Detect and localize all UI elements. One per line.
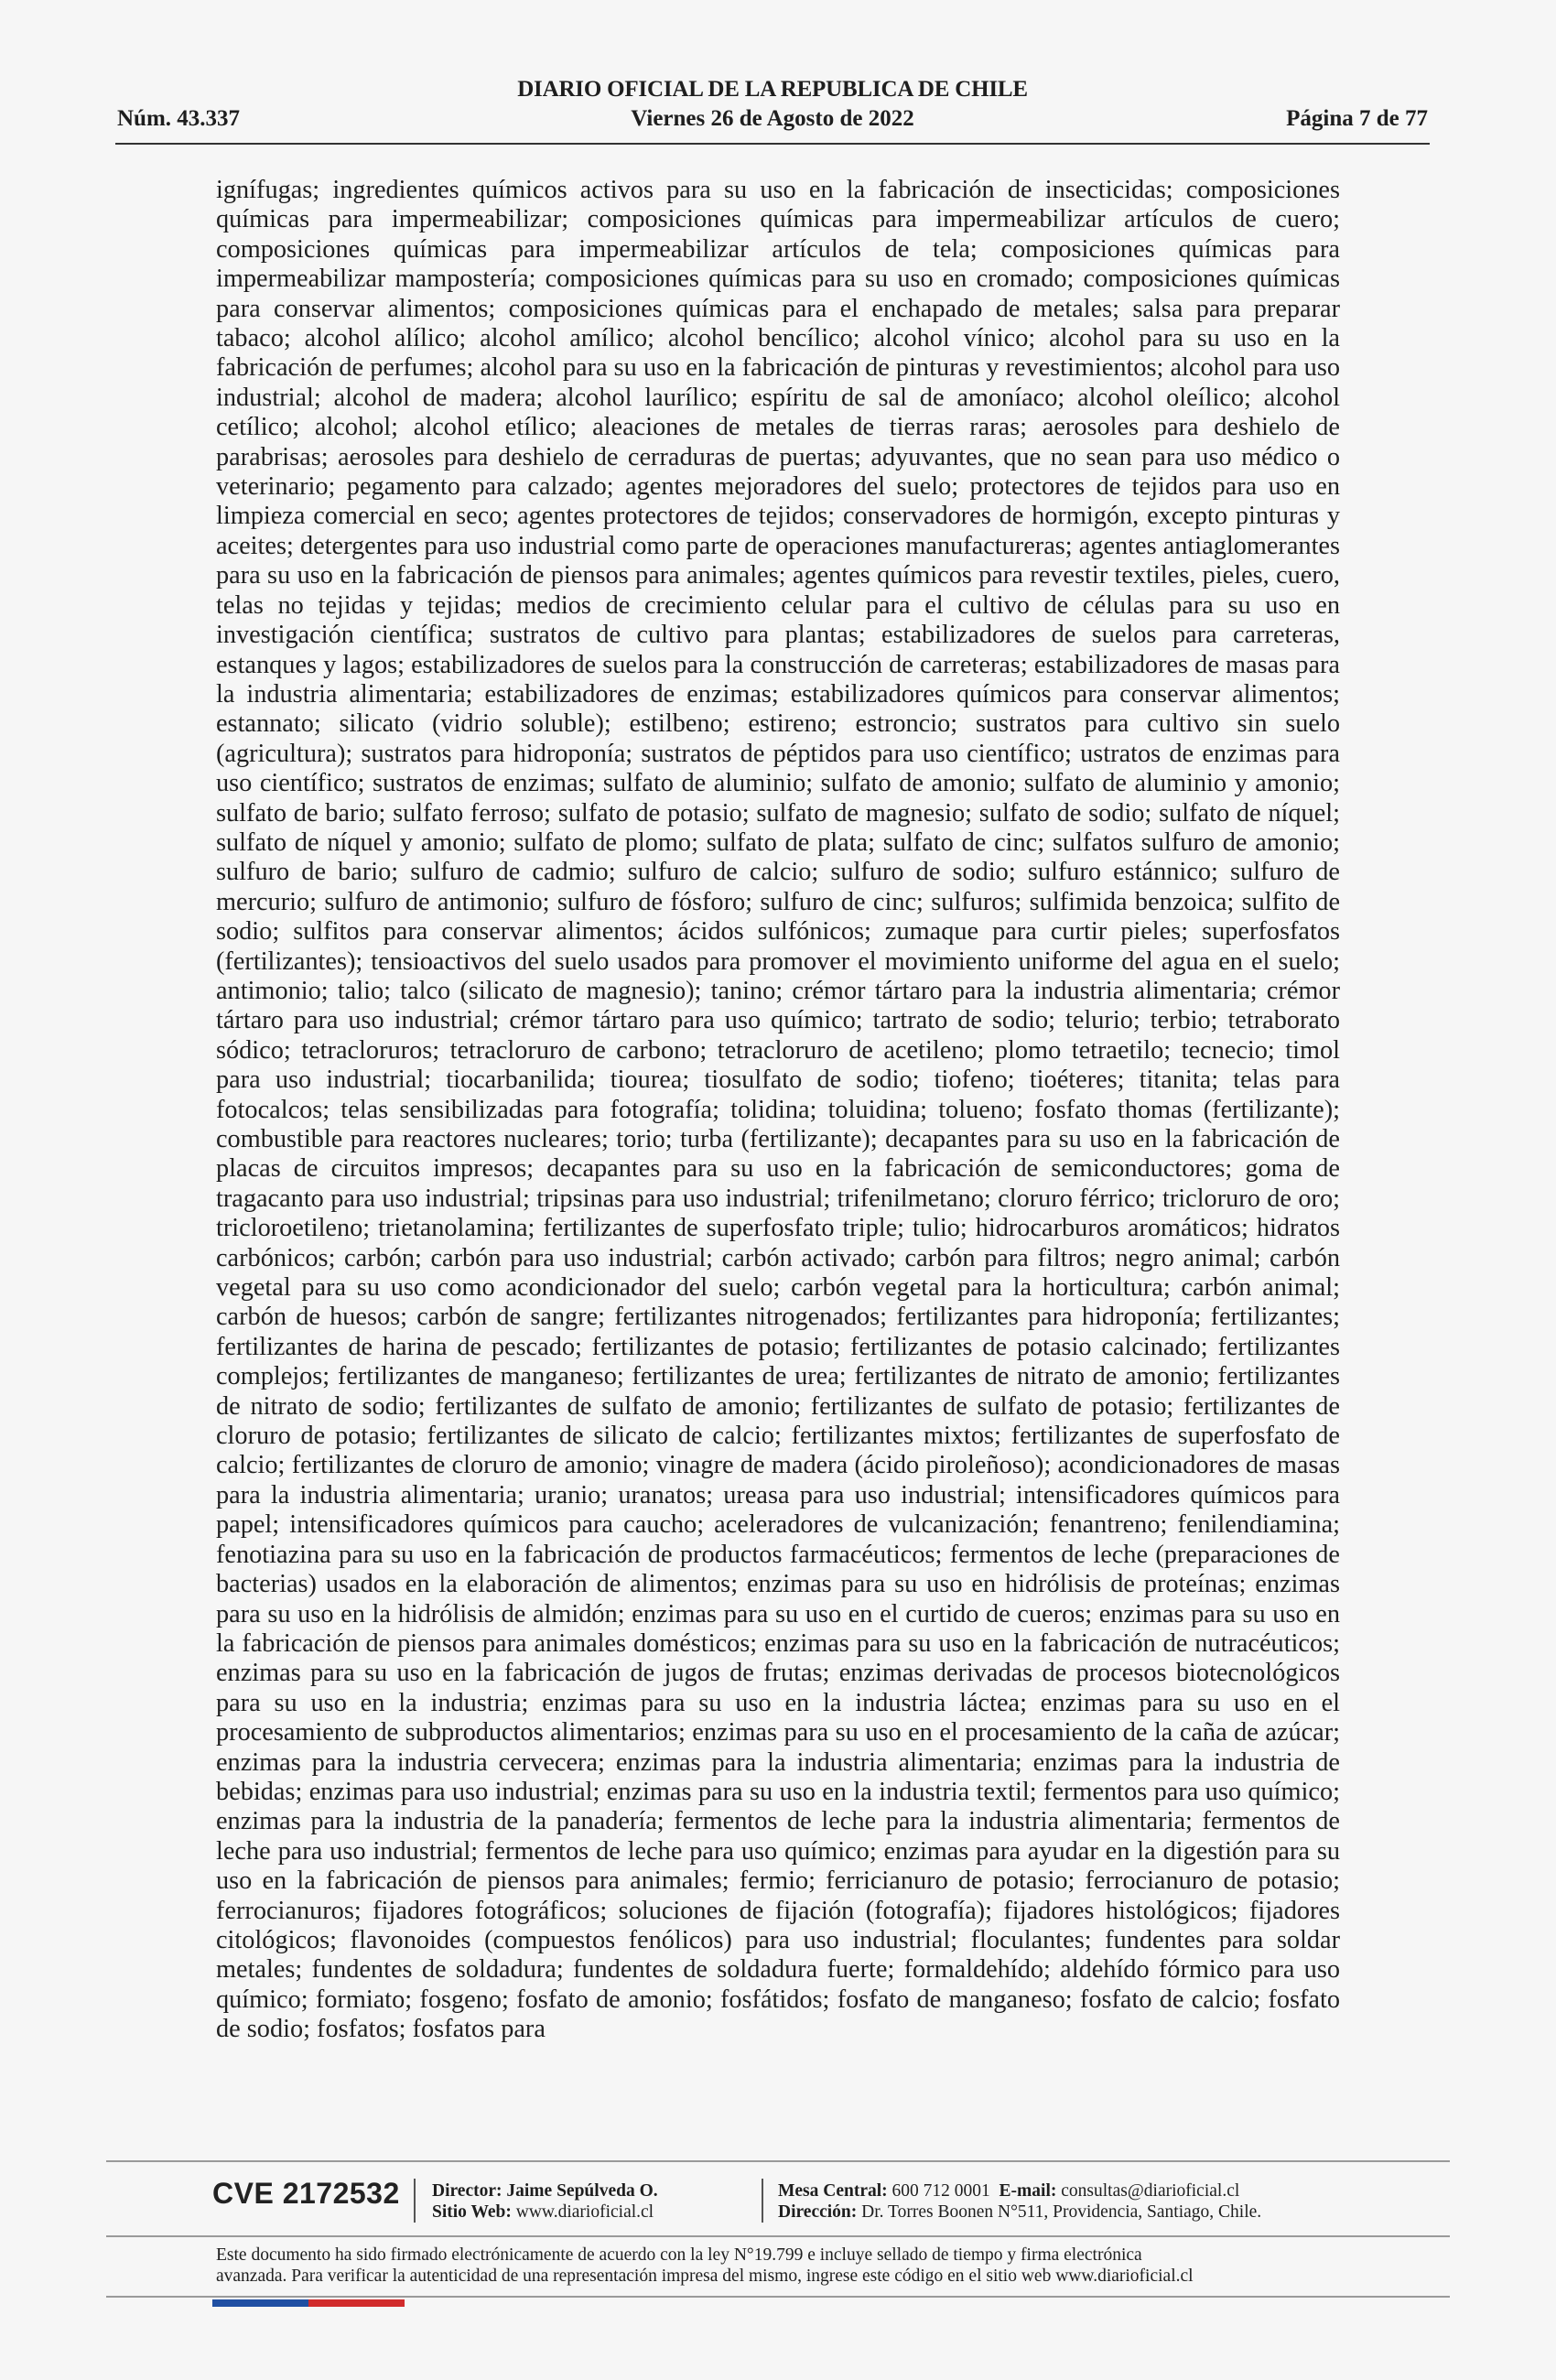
page-number: Página 7 de 77 (1286, 106, 1428, 131)
legal-notice-line: avanzada. Para verificar la autenticidad de una representación impresa del mismo, ingrese este código en el sitio web www.diarioficial.cl (216, 2266, 1194, 2286)
footer-separator (414, 2179, 416, 2223)
website-line (432, 2202, 658, 2223)
footer-divider-mid (106, 2235, 1450, 2237)
contact-line (778, 2180, 1261, 2202)
footer-divider-bottom (106, 2296, 1450, 2298)
mesa-phone: 600 712 0001 (891, 2181, 990, 2201)
page-header (117, 77, 1428, 150)
issue-number: Núm. 43.337 (117, 106, 241, 131)
contact-info (778, 2180, 1261, 2223)
website-label: Sitio Web: (432, 2202, 512, 2222)
email-label: E-mail: (999, 2181, 1057, 2201)
header-divider (115, 143, 1430, 145)
director-info (432, 2180, 658, 2223)
mesa-label: Mesa Central: (778, 2181, 888, 2201)
address-label: Dirección: (778, 2202, 858, 2222)
newspaper-title: DIARIO OFICIAL DE LA REPUBLICA DE CHILE (517, 77, 1028, 102)
body-paragraph: ignífugas; ingredientes químicos activos para su uso en la fabricación de insecticidas; composiciones químicas para impermeabilizar; composiciones químicas para impermeabilizar artículos de cuero; composiciones químicas para impermeabilizar artículos de tela; composiciones químicas para impermeabilizar mampostería; composiciones químicas para su uso en cromado; composiciones químicas para conservar alimentos; composiciones químicas para el enchapado de metales; salsa para preparar tabaco; alcohol alílico; alcohol amílico; alcohol bencílico; alcohol vínico; alcohol para su uso en la fabricación de perfumes; alcohol para su uso en la fabricación de pinturas y revestimientos; alcohol para uso industrial; alcohol de madera; alcohol laurílico; espíritu de sal de amoníaco; alcohol oleílico; alcohol cetílico; alcohol; alcohol etílico; aleaciones de metales de tierras raras; aerosoles para deshielo de parabrisas; aerosoles para deshielo de cerraduras de puertas; adyuvantes, que no sean para uso médico o veterinario; pegamento para calzado; agentes mejoradores del suelo; protectores de tejidos para uso en limpieza comercial en seco; agentes protectores de tejidos; conservadores de hormigón, excepto pinturas y aceites; detergentes para uso industrial como parte de operaciones manufactureras; agentes antiaglomerantes para su uso en la fabricación de piensos para animales; agentes químicos para revestir textiles, pieles, cuero, telas no tejidas y tejidas; medios de crecimiento celular para el cultivo de células para su uso en investigación científica; sustratos de cultivo para plantas; estabilizadores de suelos para carreteras, estanques y lagos; estabilizadores de suelos para la construcción de carreteras; estabilizadores de masas para la industria alimentaria; estabilizadores de enzimas; estabilizadores químicos para conservar alimentos; estannato; silicato (vidrio soluble); estilbeno; estireno; estroncio; sustratos para cultivo sin suelo (agricultura); sustratos para hidroponía; sustratos de péptidos para uso científico; ustratos de enzimas para uso científico; sustratos de enzimas; sulfato de aluminio; sulfato de amonio; sulfato de aluminio y amonio; sulfato de bario; sulfato ferroso; sulfato de potasio; sulfato de magnesio; sulfato de sodio; sulfato de níquel; sulfato de níquel y amonio; sulfato de plomo; sulfato de plata; sulfato de cinc; sulfatos sulfuro de amonio; sulfuro de bario; sulfuro de cadmio; sulfuro de calcio; sulfuro de sodio; sulfuro estánnico; sulfuro de mercurio; sulfuro de antimonio; sulfuro de fósforo; sulfuro de cinc; sulfuros; sulfimida benzoica; sulfito de sodio; sulfitos para conservar alimentos; ácidos sulfónicos; zumaque para curtir pieles; superfosfatos (fertilizantes); tensioactivos del suelo usados para promover el movimiento uniforme del agua en el suelo; antimonio; talio; talco (silicato de magnesio); tanino; crémor tártaro para la industria alimentaria; crémor tártaro para uso industrial; crémor tártaro para uso químico; tartrato de sodio; telurio; terbio; tetraborato sódico; tetracloruros; tetracloruro de carbono; tetracloruro de acetileno; plomo tetraetilo; tecnecio; timol para uso industrial; tiocarbanilida; tiourea; tiosulfato de sodio; tiofeno; tioéteres; titanita; telas para fotocalcos; telas sensibilizadas para fotografía; tolidina; toluidina; tolueno; fosfato thomas (fertilizante); combustible para reactores nucleares; torio; turba (fertilizante); decapantes para su uso en la fabricación de placas de circuitos impresos; decapantes para su uso en la fabricación de semiconductores; goma de tragacanto para uso industrial; tripsinas para uso industrial; trifenilmetano; cloruro férrico; tricloruro de oro; tricloroetileno; trietanolamina; fertilizantes de superfosfato triple; tulio; hidrocarburos aromáticos; hidratos carbónicos; carbón; carbón para uso industrial; carbón activado; carbón para filtros; negro animal; carbón vegetal para su uso como acondicionador del suelo; carbón vegetal para la horticultura; carbón animal; carbón de huesos; carbón de sangre; fertilizantes nitrogenados; fertilizantes para hidroponía; fertilizantes; fertilizantes de harina de pescado; fertilizantes de potasio; fertilizantes de potasio calcinado; fertilizantes complejos; fertilizantes de manganeso; fertilizantes de urea; fertilizantes de nitrato de amonio; fertilizantes de nitrato de sodio; fertilizantes de sulfato de amonio; fertilizantes de sulfato de potasio; fertilizantes de cloruro de potasio; fertilizantes de silicato de calcio; fertilizantes mixtos; fertilizantes de superfosfato de calcio; fertilizantes de cloruro de amonio; vinagre de madera (ácido piroleñoso); acondicionadores de masas para la industria alimentaria; uranio; uranatos; ureasa para uso industrial; intensificadores químicos para papel; intensificadores químicos para caucho; aceleradores de vulcanización; fenantreno; fenilendiamina; fenotiazina para su uso en la fabricación de productos farmacéuticos; fermentos de leche (preparaciones de bacterias) usados en la elaboración de alimentos; enzimas para su uso en hidrólisis de proteínas; enzimas para su uso en la hidrólisis de almidón; enzimas para su uso en el curtido de cueros; enzimas para su uso en la fabricación de piensos para animales domésticos; enzimas para su uso en la fabricación de nutracéuticos; enzimas para su uso en la fabricación de jugos de frutas; enzimas derivadas de procesos biotecnológicos para su uso en la industria; enzimas para su uso en la industria láctea; enzimas para su uso en el procesamiento de subproductos alimentarios; enzimas para su uso en el procesamiento de la caña de azúcar; enzimas para la industria cervecera; enzimas para la industria alimentaria; enzimas para la industria de bebidas; enzimas para uso industrial; enzimas para su uso en la industria textil; fermentos para uso químico; enzimas para la industria de la panadería; fermentos de leche para la industria alimentaria; fermentos de leche para uso industrial; fermentos de leche para uso químico; enzimas para ayudar en la digestión para su uso en la fabricación de piensos para animales; fermio; ferricianuro de potasio; ferrocianuro de potasio; ferrocianuros; fijadores fotográficos; soluciones de fijación (fotografía); fijadores histológicos; fijadores citológicos; flavonoides (compuestos fenólicos) para uso industrial; floculantes; fundentes para soldar metales; fundentes de soldadura; fundentes de soldadura fuerte; formaldehído; aldehído fórmico para uso químico; formiato; fosgeno; fosfato de amonio; fosfátidos; fosfato de manganeso; fosfato de calcio; fosfato de sodio; fosfatos; fosfatos para (216, 176, 1340, 2044)
director-label: Director: (432, 2181, 502, 2201)
website-link[interactable]: www.diarioficial.cl (515, 2202, 654, 2222)
address-line (778, 2202, 1261, 2223)
flag-blue-band (212, 2299, 308, 2307)
director-value: Jaime Sepúlveda O. (506, 2181, 658, 2201)
issue-date: Viernes 26 de Agosto de 2022 (631, 106, 914, 131)
legal-notice-line: Este documento ha sido firmado electrónicamente de acuerdo con la ley N°19.799 e incluye sellado de tiempo y firma electrónica (216, 2245, 1142, 2265)
legal-notice (216, 2245, 1369, 2287)
flag-red-band (308, 2299, 405, 2307)
footer-separator (762, 2179, 763, 2223)
cve-code: CVE 2172532 (212, 2177, 400, 2210)
email-link[interactable]: consultas@diarioficial.cl (1061, 2181, 1240, 2201)
footer-divider-top (106, 2160, 1450, 2162)
director-line (432, 2180, 658, 2202)
address-value: Dr. Torres Boonen N°511, Providencia, Santiago, Chile. (861, 2202, 1262, 2222)
